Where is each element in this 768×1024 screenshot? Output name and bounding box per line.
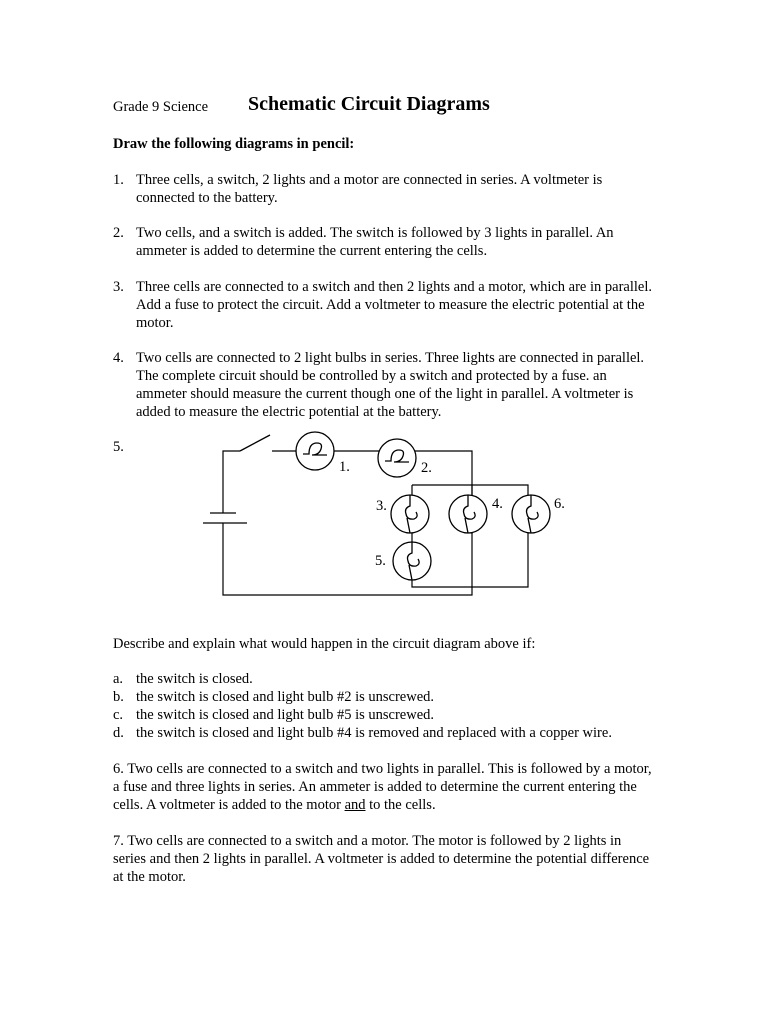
switch-icon xyxy=(240,435,270,451)
question-number: 5. xyxy=(113,439,124,455)
question-number: 3. xyxy=(113,279,124,295)
subquestion-a xyxy=(113,670,673,688)
bulb-label-4: 4. xyxy=(492,496,503,512)
question-6 xyxy=(113,760,653,814)
light-bulb-4-icon xyxy=(449,495,487,533)
describe-prompt: Describe and explain what would happen in the circuit diagram above if: xyxy=(113,636,536,652)
subquestion-text: the switch is closed and light bulb #4 is removed and replaced with a copper wire. xyxy=(136,725,612,741)
bulb-label-3: 3. xyxy=(376,498,387,514)
battery-icon xyxy=(203,513,247,523)
subquestion-letter: a. xyxy=(113,671,124,687)
question-number: 4. xyxy=(113,350,124,366)
course-label: Grade 9 Science xyxy=(113,99,209,115)
subquestion-letter: b. xyxy=(113,689,124,705)
question-text: Three cells are connected to a switch and then 2 lights and a motor, which are in parallel. Add a fuse to protect the circuit. Add a voltmeter to measure the electric potential at the motor. xyxy=(136,279,652,331)
bulb-label-6: 6. xyxy=(554,496,565,512)
subquestion-letter: d. xyxy=(113,725,124,741)
light-bulb-6-icon xyxy=(512,495,550,533)
question-number: 2. xyxy=(113,225,124,241)
question-6-text-end: to the cells. xyxy=(365,797,436,813)
question-text: Three cells, a switch, 2 lights and a motor are connected in series. A voltmeter is connected to the battery. xyxy=(136,172,603,206)
subquestion-d xyxy=(113,724,673,742)
page-title: Schematic Circuit Diagrams xyxy=(248,93,490,115)
subquestion-b xyxy=(113,688,673,706)
subquestion-letter: c. xyxy=(113,707,124,723)
instructions: Draw the following diagrams in pencil: xyxy=(113,136,355,152)
question-text: Two cells are connected to 2 light bulbs in series. Three lights are connected in parallel. The complete circuit should be controlled by a switch and protected by a fuse. an ammeter should measure the current though one of the light in parallel. A voltmeter is added to measure the electric potential at the battery. xyxy=(136,350,645,420)
subquestion-text: the switch is closed and light bulb #2 is unscrewed. xyxy=(136,689,435,705)
question-7: 7. Two cells are connected to a switch and a motor. The motor is followed by 2 lights in series and then 2 lights in parallel. A voltmeter is added to determine the potential difference at the motor. xyxy=(113,833,650,885)
question-text: Two cells, and a switch is added. The switch is followed by 3 lights in parallel. An ammeter is added to determine the current entering the cells. xyxy=(136,225,614,259)
bulb-label-1: 1. xyxy=(339,459,350,475)
light-bulb-5-icon xyxy=(393,542,431,580)
light-bulb-1-icon xyxy=(296,432,334,470)
bulb-label-5: 5. xyxy=(375,553,386,569)
subquestion-text: the switch is closed. xyxy=(136,671,253,687)
question-number: 1. xyxy=(113,172,124,188)
light-bulb-3-icon xyxy=(391,495,429,533)
subquestion-text: the switch is closed and light bulb #5 is unscrewed. xyxy=(136,707,435,723)
bulb-label-2: 2. xyxy=(421,460,432,476)
question-6-underlined: and xyxy=(344,797,366,813)
light-bulb-2-icon xyxy=(378,439,416,477)
subquestion-c xyxy=(113,706,673,724)
question-6-text: 6. Two cells are connected to a switch and two lights in parallel. This is followed by a motor, a fuse and three lights in series. An ammeter is added to determine the current entering the cells. A voltmeter is added to the motor xyxy=(113,761,652,813)
